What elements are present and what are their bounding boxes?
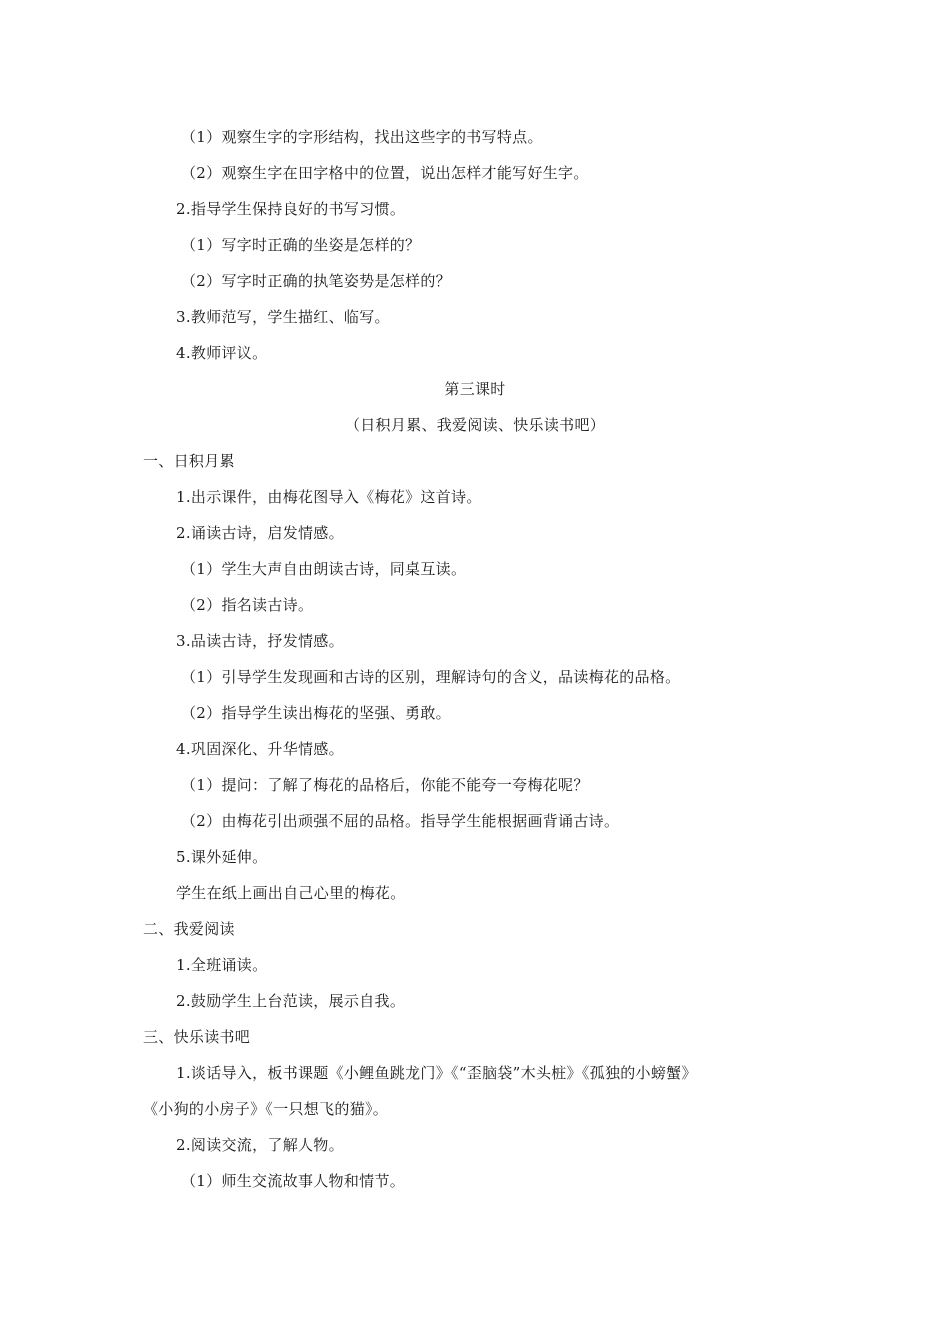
lesson-subtitle: （日积月累、我爱阅读、快乐读书吧）: [344, 416, 606, 434]
step-1-2-observe-position: （2）观察生字在田字格中的位置，说出怎样才能写好生字。: [181, 164, 589, 182]
lesson-title: 第三课时: [444, 380, 506, 398]
s1-step-3: 3.品读古诗，抒发情感。: [176, 632, 344, 650]
s1-step-5-detail: 学生在纸上画出自己心里的梅花。: [176, 884, 406, 902]
s1-step-2-1: （1）学生大声自由朗读古诗，同桌互读。: [181, 560, 467, 578]
s1-step-1: 1.出示课件，由梅花图导入《梅花》这首诗。: [176, 488, 482, 506]
s1-step-4-2: （2）由梅花引出顽强不屈的品格。指导学生能根据画背诵古诗。: [181, 812, 620, 830]
s2-step-1: 1.全班诵读。: [176, 956, 268, 974]
s1-step-4: 4.巩固深化、升华情感。: [176, 740, 344, 758]
s1-step-2: 2.诵读古诗，启发情感。: [176, 524, 344, 542]
section-heading-2: 二、我爱阅读: [143, 920, 235, 938]
step-2-2-pen-grip: （2）写字时正确的执笔姿势是怎样的？: [181, 272, 451, 290]
step-2-writing-habits: 2.指导学生保持良好的书写习惯。: [176, 200, 406, 218]
step-2-1-posture: （1）写字时正确的坐姿是怎样的？: [181, 236, 421, 254]
s3-step-2: 2.阅读交流，了解人物。: [176, 1136, 344, 1154]
s1-step-3-2: （2）指导学生读出梅花的坚强、勇敢。: [181, 704, 451, 722]
step-3-teacher-demo: 3.教师范写，学生描红、临写。: [176, 308, 390, 326]
s2-step-2: 2.鼓励学生上台范读，展示自我。: [176, 992, 406, 1010]
s1-step-4-1: （1）提问：了解了梅花的品格后，你能不能夸一夸梅花呢？: [181, 776, 589, 794]
s1-step-3-1: （1）引导学生发现画和古诗的区别，理解诗句的含义，品读梅花的品格。: [181, 668, 681, 686]
s3-step-2-1: （1）师生交流故事人物和情节。: [181, 1172, 406, 1190]
step-1-1-observe-structure: （1）观察生字的字形结构，找出这些字的书写特点。: [181, 128, 543, 146]
s3-step-1: 1.谈话导入，板书课题《小鲤鱼跳龙门》《“歪脑袋”木头桩》《孤独的小螃蟹》: [176, 1064, 697, 1082]
s1-step-5: 5.课外延伸。: [176, 848, 268, 866]
section-heading-1: 一、日积月累: [143, 452, 235, 470]
step-4-teacher-review: 4.教师评议。: [176, 344, 268, 362]
section-heading-3: 三、快乐读书吧: [143, 1028, 251, 1046]
s1-step-2-2: （2）指名读古诗。: [181, 596, 314, 614]
s3-step-1-continued: 《小狗的小房子》《一只想飞的猫》。: [143, 1100, 389, 1118]
